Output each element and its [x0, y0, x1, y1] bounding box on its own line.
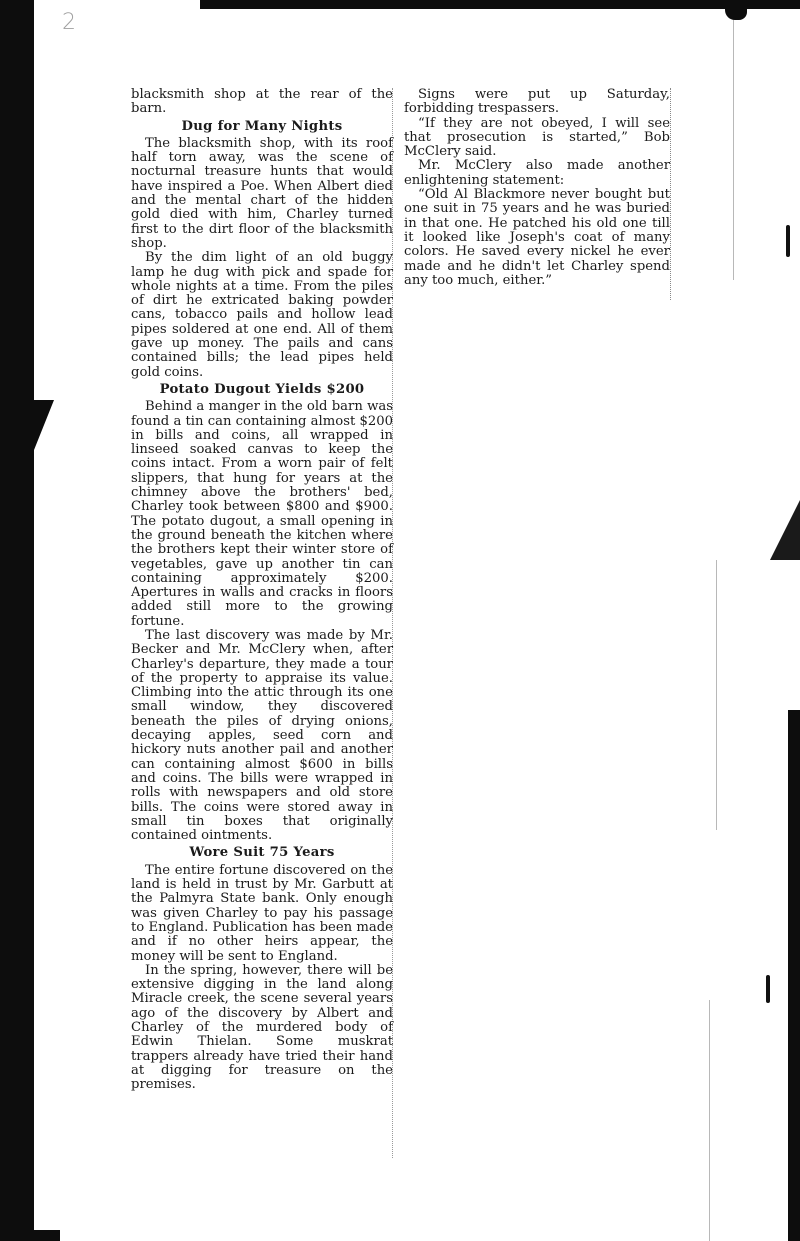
scan-background-top-tab [725, 0, 747, 20]
scan-background-left [0, 0, 34, 1241]
paragraph: Behind a manger in the old barn was found a tin can containing almost $200 in bills and coins, all wrapped in linseed soaked canvas to keep the coins intact. From a worn pair of felt slippers, that hung for years at the chimney above the brothers' bed, Charley took between $800 and $900. The potato dugout, a small opening in the ground beneath the kitchen where the brothers kept their winter store of vegetables, gave up another tin can containing approximately $200. Apertures in walls and cracks in floors added still more to the growing fortune. [131, 399, 394, 629]
scan-background-bottom [0, 1230, 60, 1241]
scan-background-right-corner [770, 500, 800, 560]
scan-background-right [788, 710, 800, 1241]
paragraph: Signs were put up Saturday, forbidding trespassers. [404, 87, 670, 117]
column-border-right [670, 88, 672, 300]
paragraph: The entire fortune discovered on the land is held in trust by Mr. Garbutt at the Palmyra State bank. Only enough was given Charley to pay his passage to England. Publication has been made and if no other heirs appear, the money will be sent to England. [131, 862, 393, 964]
paragraph: “If they are not obeyed, I will see that prosecution is started,” Bob McClery said. [404, 115, 670, 160]
ink-mark [766, 975, 770, 1003]
section-heading: Dug for Many Nights [181, 118, 343, 134]
article-column-left [131, 88, 393, 1092]
paragraph: The blacksmith shop, with its roof half torn away, was the scene of nocturnal treasure hunts that would have inspired a Poe. When Albert died and the mental chart of the hidden gold died with him, Charley turned first to the dirt floor of the blacksmith shop. [131, 135, 393, 251]
paragraph: The last discovery was made by Mr. Becker and Mr. McClery when, after Charley's departure, they made a tour of the property to appraise its value. Climbing into the attic through its one small window, they discovered beneath the piles of drying onions, decaying apples, seed corn and hickory nuts another pail and another can containing almost $600 in bills and coins. The bills were wrapped in rolls with newspapers and old store bills. The coins were stored away in small tin boxes that originally contained ointments. [131, 627, 393, 844]
continued-paragraph: blacksmith shop at the rear of the barn. [131, 87, 393, 117]
paragraph: By the dim light of an old buggy lamp he dug with pick and spade for whole nights at a time. From the piles of dirt he extricated baking powder cans, tobacco pails and hollow lead pipes soldered at one end. All of them gave up money. The pails and cans contained bills; the lead pipes held gold coins. [131, 250, 393, 380]
paragraph: “Old Al Blackmore never bought but one suit in 75 years and he was buried in that one. He patched his old one till it looked like Joseph's coat of many colors. He saved every nickel he ever made and he didn't let Charley spend any too much, either.” [404, 187, 670, 288]
paragraph: In the spring, however, there will be extensive digging in the land along Miracle creek, the scene several years ago of the discovery by Albert and Charley of the murdered body of Edwin Thielan. Some muskrat trappers already have tried their hand at digging for treasure on the premises. [131, 962, 393, 1093]
scan-background-left-notch [30, 400, 54, 460]
fold-line [716, 560, 717, 830]
fold-line [709, 1000, 710, 1241]
section-heading: Wore Suit 75 Years [189, 845, 335, 861]
fold-line [733, 20, 734, 280]
page-number: 2 [62, 10, 76, 35]
scan-background-top [200, 0, 800, 9]
paragraph: Mr. McClery also made another enlightening statement: [404, 158, 670, 188]
article-column-right [404, 88, 670, 288]
ink-mark [786, 225, 790, 257]
section-heading: Potato Dugout Yields $200 [159, 381, 365, 397]
